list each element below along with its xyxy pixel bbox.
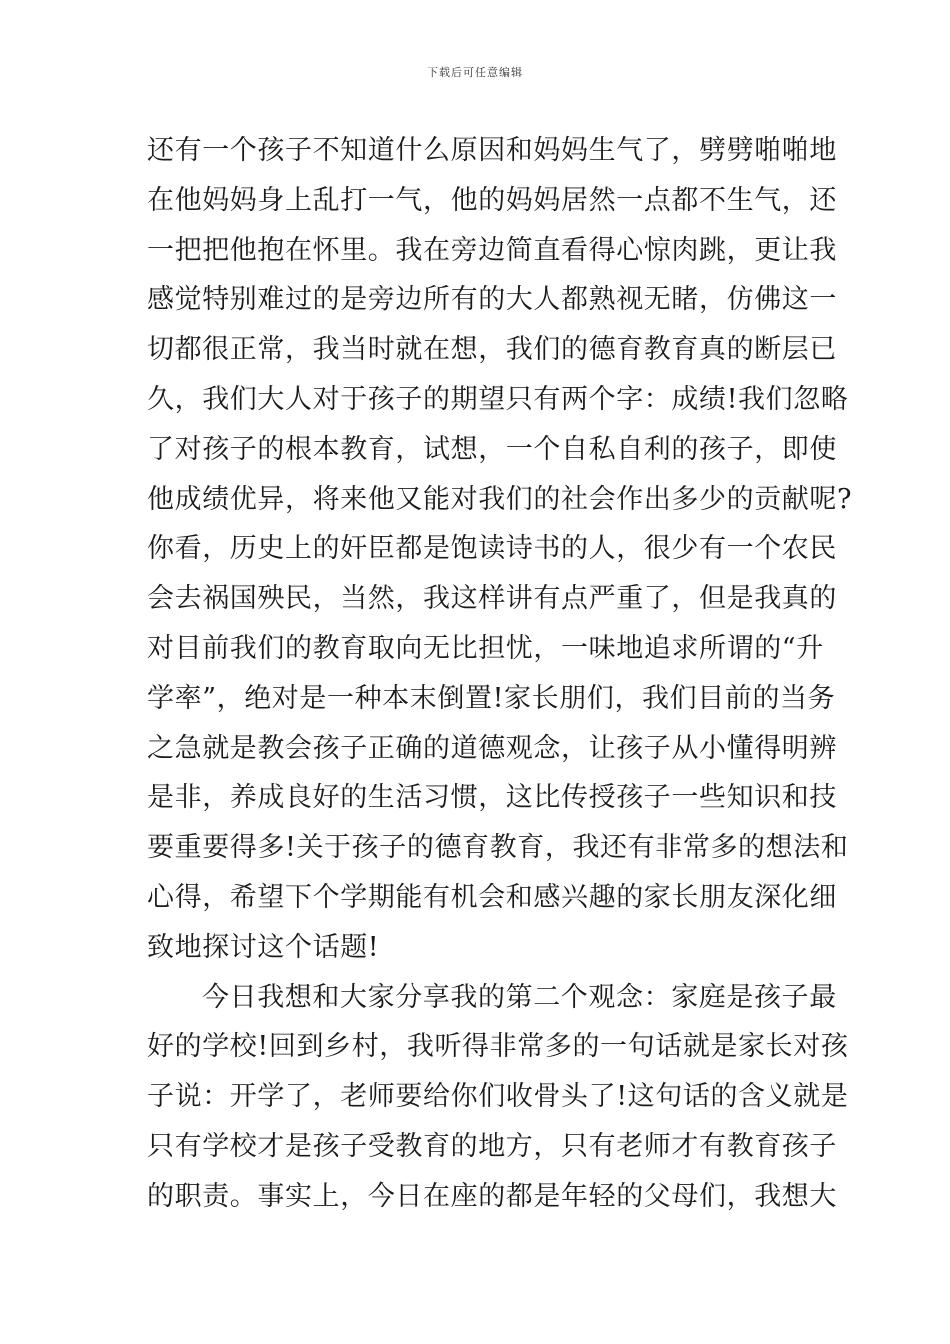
text-line: 会去祸国殃民，当然，我这样讲有点严重了，但是我真的 xyxy=(147,583,837,615)
paragraph-start-line: 今日我想和大家分享我的第二个观念：家庭是孩子最 xyxy=(202,981,837,1013)
page-header: 下载后可任意编辑 xyxy=(427,66,523,79)
text-line: 感觉特别难过的是旁边所有的大人都熟视无睹，仿佛这一 xyxy=(147,284,837,316)
text-line: 的职责。事实上，今日在座的都是年轻的父母们，我想大 xyxy=(147,1180,837,1212)
text-line: 一把把他抱在怀里。我在旁边简直看得心惊肉跳，更让我 xyxy=(147,234,837,266)
text-line: 对目前我们的教育取向无比担忧，一味地追求所谓的“升 xyxy=(147,632,824,664)
text-line: 子说：开学了，老师要给你们收骨头了!这句话的含义就是 xyxy=(147,1081,849,1113)
text-line: 久，我们大人对于孩子的期望只有两个字：成绩!我们忽略 xyxy=(147,383,849,415)
text-line: 心得，希望下个学期能有机会和感兴趣的家长朋友深化细 xyxy=(147,881,837,913)
text-line: 好的学校!回到乡村，我听得非常多的一句话就是家长对孩 xyxy=(147,1031,849,1063)
text-line: 要重要得多!关于孩子的德育教育，我还有非常多的想法和 xyxy=(147,832,849,864)
text-line: 学率”，绝对是一种本末倒置!家长朋们，我们目前的当务 xyxy=(147,682,836,714)
text-line: 你看，历史上的奸臣都是饱读诗书的人，很少有一个农民 xyxy=(147,533,837,565)
text-line: 他成绩优异，将来他又能对我们的社会作出多少的贡献呢? xyxy=(147,483,853,515)
text-line: 还有一个孩子不知道什么原因和妈妈生气了，劈劈啪啪地 xyxy=(147,135,837,166)
text-line: 在他妈妈身上乱打一气，他的妈妈居然一点都不生气，还 xyxy=(147,184,837,216)
text-line: 是非，养成良好的生活习惯，这比传授孩子一些知识和技 xyxy=(147,782,837,814)
text-line: 致地探讨这个话题! xyxy=(147,931,380,963)
text-line: 之急就是教会孩子正确的道德观念，让孩子从小懂得明辨 xyxy=(147,732,837,764)
body-text xyxy=(147,126,853,1222)
text-line: 只有学校才是孩子受教育的地方，只有老师才有教育孩子 xyxy=(147,1130,837,1162)
text-line: 切都很正常，我当时就在想，我们的德育教育真的断层已 xyxy=(147,334,837,366)
text-line: 了对孩子的根本教育，试想，一个自私自利的孩子，即使 xyxy=(147,433,837,465)
